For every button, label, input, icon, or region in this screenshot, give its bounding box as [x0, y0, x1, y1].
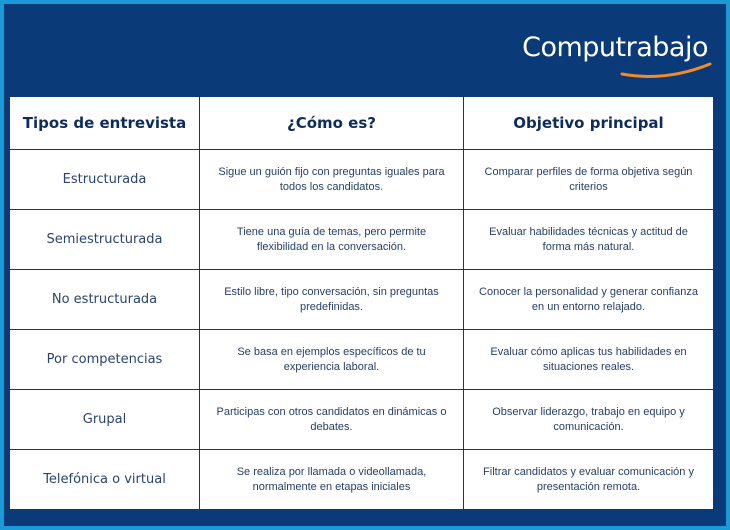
header-types: Tipos de entrevista	[10, 97, 200, 150]
row-how: Se realiza por llamada o videollamada, normalmente en etapas iniciales	[200, 450, 464, 510]
table-row	[10, 210, 714, 270]
row-type: Grupal	[10, 390, 200, 450]
row-how: Tiene una guía de temas, pero permite flexibilidad en la conversación.	[200, 210, 464, 270]
row-how: Sigue un guión fijo con preguntas iguales para todos los candidatos.	[200, 150, 464, 210]
logo-swoosh-icon	[620, 60, 712, 80]
row-goal: Filtrar candidatos y evaluar comunicación y presentación remota.	[464, 450, 714, 510]
row-type: Por competencias	[10, 330, 200, 390]
row-goal: Comparar perfiles de forma objetiva según criterios	[464, 150, 714, 210]
row-how: Estilo libre, tipo conversación, sin preguntas predefinidas.	[200, 270, 464, 330]
row-goal: Evaluar habilidades técnicas y actitud de forma más natural.	[464, 210, 714, 270]
infographic-frame	[4, 4, 726, 526]
table-row	[10, 270, 714, 330]
header-how: ¿Cómo es?	[200, 97, 464, 150]
row-how: Se basa en ejemplos específicos de tu experiencia laboral.	[200, 330, 464, 390]
interview-types-table	[9, 96, 714, 510]
row-type: Estructurada	[10, 150, 200, 210]
table-header-row	[10, 97, 714, 150]
header-goal: Objetivo principal	[464, 97, 714, 150]
row-goal: Evaluar cómo aplicas tus habilidades en situaciones reales.	[464, 330, 714, 390]
table-row	[10, 150, 714, 210]
row-goal: Conocer la personalidad y generar confianza en un entorno relajado.	[464, 270, 714, 330]
row-type: No estructurada	[10, 270, 200, 330]
row-type: Semiestructurada	[10, 210, 200, 270]
brand-logo: Computrabajo	[522, 32, 708, 63]
table-row	[10, 330, 714, 390]
row-type: Telefónica o virtual	[10, 450, 200, 510]
table-row	[10, 390, 714, 450]
table-row	[10, 450, 714, 510]
row-goal: Observar liderazgo, trabajo en equipo y comunicación.	[464, 390, 714, 450]
row-how: Participas con otros candidatos en dinámicas o debates.	[200, 390, 464, 450]
